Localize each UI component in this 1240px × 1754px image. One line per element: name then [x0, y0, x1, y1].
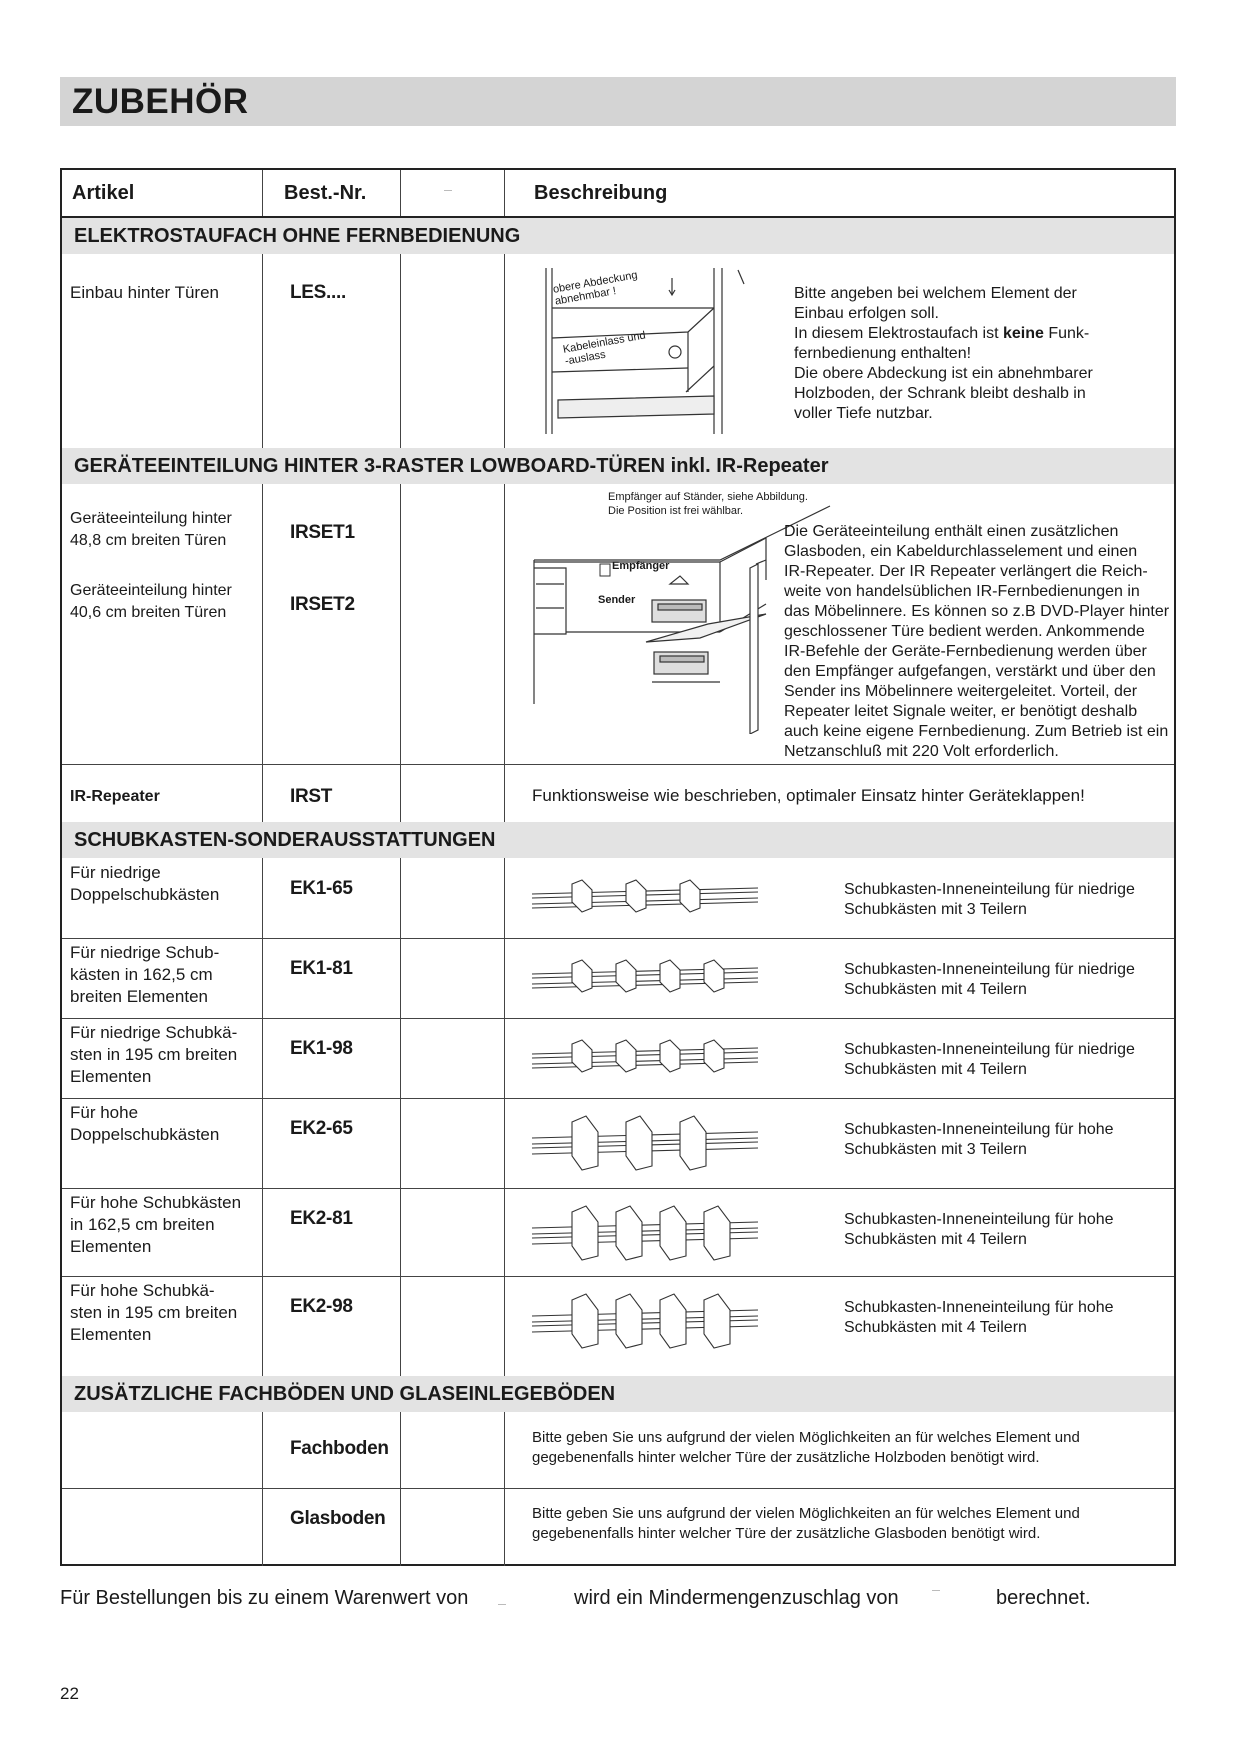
- drawer-divider-piece: [660, 960, 680, 992]
- page-title: ZUBEHÖR: [60, 77, 1176, 126]
- article-einbau: Einbau hinter Türen: [70, 283, 220, 302]
- code-irst: IRST: [290, 786, 333, 807]
- column-header-artikel: Artikel: [72, 182, 135, 204]
- drawer-divider-piece: [704, 1294, 730, 1348]
- code-irset2: IRSET2: [290, 594, 355, 615]
- figure-label-cable-inlet: Kabeleinlass und -auslass: [562, 329, 647, 368]
- column-header-beschreibung: Beschreibung: [534, 182, 668, 204]
- drawer-article: Für niedrige Schub- kästen in 162,5 cm breiten Elementen: [70, 943, 220, 1006]
- drawer-article: Für hohe Doppelschubkästen: [70, 1103, 220, 1144]
- drawer-article: Für hohe Schubkä- sten in 195 cm breiten Elementen: [70, 1281, 238, 1344]
- drawer-divider-figure: [528, 948, 768, 1018]
- drawer-description: Schubkasten-Inneneinteilung für niedrige Schubkästen mit 4 Teilern: [844, 961, 1135, 998]
- description-elektro: Bitte angeben bei welchem Element der Einbau erfolgen soll. In diesem Elektrostaufach ist keine Funk- fernbedienung enthalten! Die obere Abdeckung ist ein abnehmbarer Holzboden, der Schrank bleibt deshalb in voller Tiefe nutzbar.: [794, 285, 1093, 422]
- page-number: 22: [60, 1684, 79, 1703]
- footer-text-part1: Für Bestellungen bis zu einem Warenwert von: [60, 1587, 469, 1609]
- drawer-divider-piece: [572, 1206, 598, 1260]
- drawer-description: Schubkasten-Inneneinteilung für hohe Schubkästen mit 3 Teilern: [844, 1121, 1114, 1158]
- drawer-code: EK1-81: [290, 958, 353, 979]
- description-ir-repeater: Funktionsweise wie beschrieben, optimaler Einsatz hinter Geräteklappen!: [532, 786, 1085, 805]
- drawer-divider-piece: [616, 960, 636, 992]
- drawer-divider-piece: [616, 1040, 636, 1072]
- drawer-code: EK1-98: [290, 1038, 353, 1059]
- drawer-divider-piece: [704, 960, 724, 992]
- drawer-divider-piece: [616, 1206, 642, 1260]
- code-irset1: IRSET1: [290, 522, 355, 543]
- article-ir-repeater: IR-Repeater: [70, 788, 160, 805]
- drawer-divider-piece: [572, 1116, 598, 1170]
- drawer-divider-piece: [704, 1040, 724, 1072]
- column-divider: [262, 170, 263, 1566]
- drawer-divider-piece: [660, 1294, 686, 1348]
- figure-caption-receiver: Empfänger auf Ständer, siehe Abbildung. Die Position ist frei wählbar.: [608, 491, 808, 517]
- drawer-description: Schubkasten-Inneneinteilung für hohe Schubkästen mit 4 Teilern: [844, 1211, 1114, 1248]
- drawer-divider-piece: [660, 1040, 680, 1072]
- drawer-divider-piece: [626, 880, 646, 912]
- drawer-divider-piece: [704, 1206, 730, 1260]
- drawer-divider-piece: [680, 880, 700, 912]
- article-irset2: Geräteeinteilung hinter 40,6 cm breiten Türen: [70, 582, 232, 621]
- column-divider: [504, 170, 505, 1566]
- figure-label-receiver: Empfänger: [612, 560, 670, 572]
- drawer-description: Schubkasten-Inneneinteilung für hohe Schubkästen mit 4 Teilern: [844, 1299, 1114, 1336]
- blank-dash: [498, 1604, 506, 1605]
- drawer-divider-piece: [660, 1206, 686, 1260]
- footer-text-part2: wird ein Mindermengenzuschlag von: [574, 1587, 899, 1609]
- drawer-description: Schubkasten-Inneneinteilung für niedrige Schubkästen mit 3 Teilern: [844, 881, 1135, 918]
- drawer-code: EK2-65: [290, 1118, 353, 1139]
- drawer-article: Für niedrige Schubkä- sten in 195 cm breiten Elementen: [70, 1023, 238, 1086]
- description-fachboden: Bitte geben Sie uns aufgrund der vielen Möglichkeiten an für welches Element und gegebenenfalls hinter welcher Türe der zusätzliche Holzboden benötigt wird.: [532, 1429, 1080, 1466]
- drawer-code: EK1-65: [290, 878, 353, 899]
- code-les: LES....: [290, 282, 346, 303]
- drawer-divider-piece: [680, 1116, 706, 1170]
- row-divider: [62, 1018, 1174, 1019]
- row-divider: [62, 1098, 1174, 1099]
- row-divider: [62, 1488, 1174, 1489]
- article-irset1: Geräteeinteilung hinter 48,8 cm breiten Türen: [70, 510, 232, 549]
- figure-label-sender: Sender: [598, 594, 636, 606]
- section-heading-geraete: GERÄTEEINTEILUNG HINTER 3-RASTER LOWBOARD-TÜREN inkl. IR-Repeater: [62, 448, 1174, 484]
- drawer-divider-figure: [528, 1108, 768, 1178]
- section-heading-schubkasten: SCHUBKASTEN-SONDERAUSSTATTUNGEN: [62, 822, 1174, 858]
- drawer-divider-piece: [616, 1294, 642, 1348]
- description-glasboden: Bitte geben Sie uns aufgrund der vielen Möglichkeiten an für welches Element und gegebenenfalls hinter welcher Türe der zusätzliche Glasboden benötigt wird.: [532, 1505, 1080, 1542]
- code-fachboden: Fachboden: [290, 1438, 389, 1459]
- section-heading-elektro: ELEKTROSTAUFACH OHNE FERNBEDIENUNG: [62, 218, 1174, 254]
- figure-label-cover: obere Abdeckung abnehmbar !: [552, 269, 639, 308]
- drawer-divider-figure: [528, 1286, 768, 1356]
- drawer-code: EK2-81: [290, 1208, 353, 1229]
- column-divider: [400, 170, 401, 1566]
- drawer-description: Schubkasten-Inneneinteilung für niedrige Schubkästen mit 4 Teilern: [844, 1041, 1135, 1078]
- drawer-divider-figure: [528, 868, 768, 938]
- drawer-article: Für hohe Schubkästen in 162,5 cm breiten Elementen: [70, 1193, 242, 1256]
- description-geraete: Die Geräteeinteilung enthält einen zusätzlichen Glasboden, ein Kabeldurchlasselement und einen IR-Repeater. Der IR Repeater verlängert die Reich- weite von handelsüblichen IR-Fernbedienungen in das Möbelinnere. Es können so z.B DVD-Player hinter geschlossener Türe bedient werden. Ankommende IR-Befehle der Geräte-Fernbedienung werden über den Empfänger aufgefangen, verstärkt und über den Sender ins Möbelinnere weitergeleitet. Vorteil, der Repeater leitet Signale weiter, er benötigt deshalb auch keine eigene Fernbedienung. Zum Betrieb ist ein Netzanschluß mit 220 Volt erforderlich.: [784, 523, 1170, 760]
- blank-dash: [932, 1590, 940, 1591]
- blank-dash: [444, 190, 452, 191]
- drawer-code: EK2-98: [290, 1296, 353, 1317]
- drawer-divider-figure: [528, 1028, 768, 1098]
- row-divider: [62, 1276, 1174, 1277]
- drawer-article: Für niedrige Doppelschubkästen: [70, 863, 220, 904]
- row-divider: [62, 938, 1174, 939]
- drawer-divider-piece: [626, 1116, 652, 1170]
- accessories-table: [60, 168, 1176, 1566]
- section-heading-boeden: ZUSÄTZLICHE FACHBÖDEN UND GLASEINLEGEBÖDEN: [62, 1376, 1174, 1412]
- footer-text-part3: berechnet.: [996, 1587, 1091, 1609]
- drawer-divider-piece: [572, 1294, 598, 1348]
- drawer-divider-figure: [528, 1198, 768, 1268]
- row-divider: [62, 1188, 1174, 1189]
- row-divider: [62, 764, 1174, 765]
- code-glasboden: Glasboden: [290, 1508, 386, 1529]
- column-header-bestnr: Best.-Nr.: [284, 182, 367, 204]
